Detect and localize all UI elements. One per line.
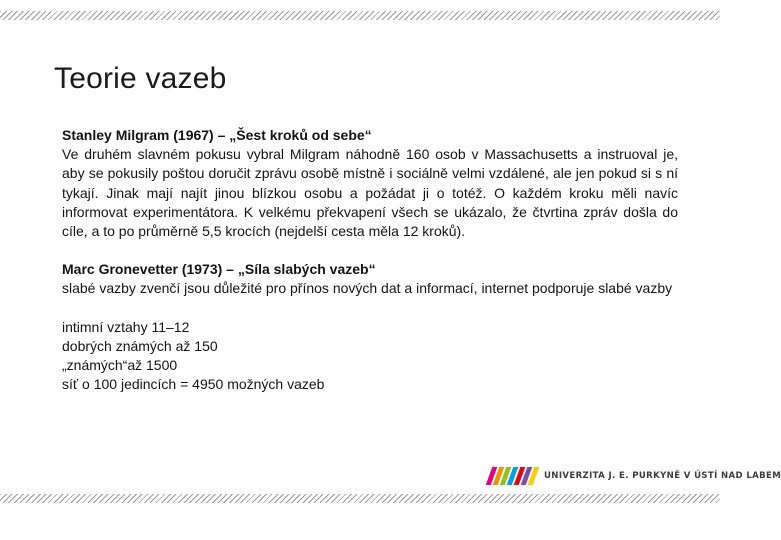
slide-content: [62, 126, 678, 394]
section-gronevetter-body: slabé vazby zvenčí jsou důležité pro přínos nových dat a informací, internet podporuje slabé vazby: [62, 280, 673, 297]
university-logo-text: UNIVERZITA J. E. PURKYNĚ V ÚSTÍ NAD LABEM: [544, 471, 781, 481]
top-hatch-border: [0, 11, 720, 20]
list-item: intimní vztahy 11–12: [62, 318, 190, 335]
list-item: síť o 100 jedincích = 4950 možných vazeb: [62, 376, 325, 393]
spacer: [62, 241, 678, 260]
slide-title: Teorie vazeb: [54, 62, 227, 95]
section-gronevetter-heading: Marc Gronevetter (1973) – „Síla slabých vazeb“: [62, 261, 376, 278]
university-logo: [489, 467, 781, 485]
bottom-hatch-border: [0, 494, 720, 503]
spacer: [62, 299, 678, 318]
logo-color-bars: [489, 467, 536, 485]
list-item: dobrých známých až 150: [62, 337, 218, 354]
section-milgram-body: Ve druhém slavném pokusu vybral Milgram náhodně 160 osob v Massachusetts a instruoval je, aby se pokusily poštou doručit zprávu osobě místně i sociálně velmi vzdálené, ale jen pokud si s ní tykají. Jinak mají najít jinou blízkou osobu a požádat ji o totéž. O každém kroku měli navíc informovat experimentátora. K velkému překvapení všech se ukázalo, že čtvrtina zpráv došla do cíle, a to po průměrně 5,5 krocích (nejdelší cesta měla 12 kroků).: [62, 146, 678, 240]
list-item: „známých“až 1500: [62, 357, 178, 374]
section-milgram-heading: Stanley Milgram (1967) – „Šest kroků od sebe“: [62, 127, 372, 143]
